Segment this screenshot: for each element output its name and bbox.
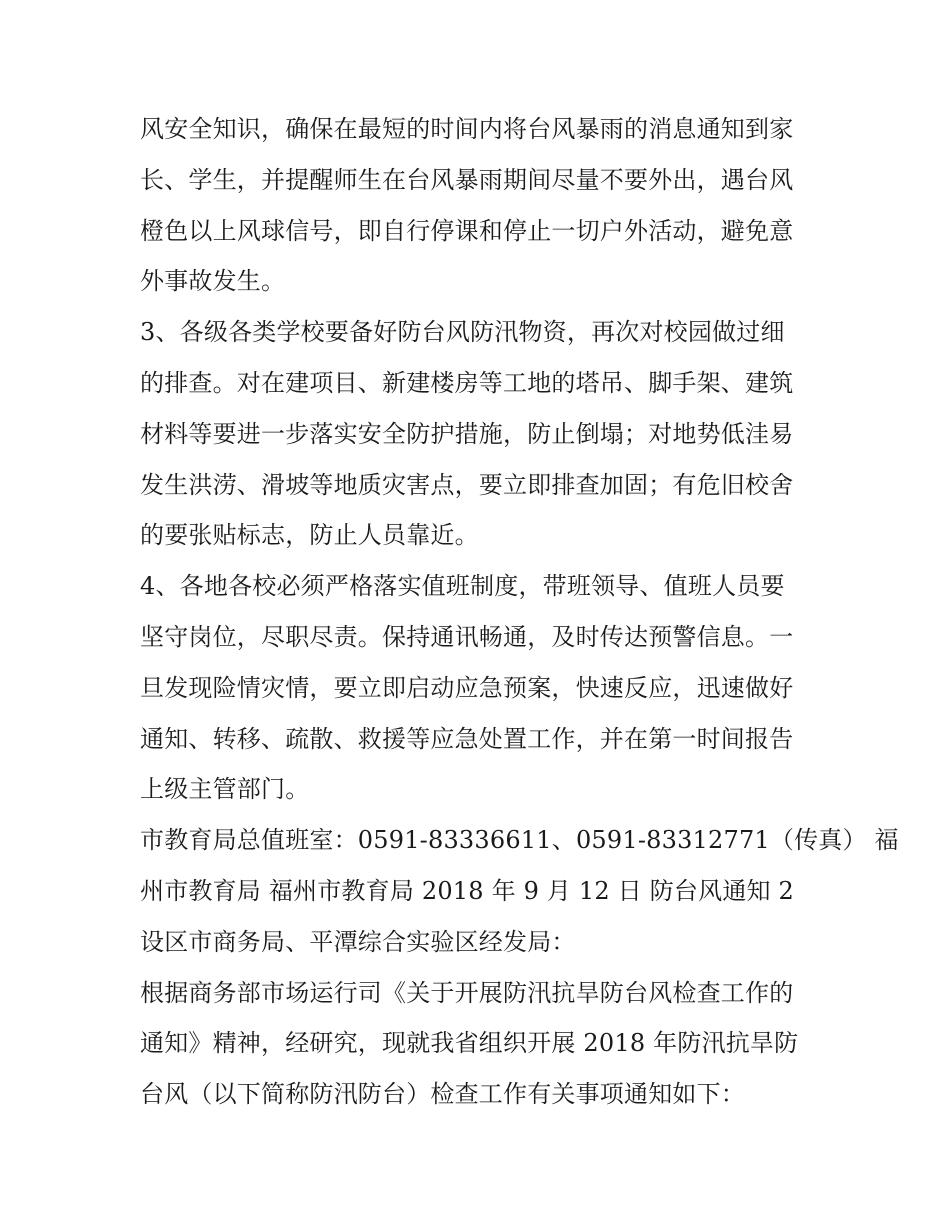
text-line-16: 州市教育局 福州市教育局 2018 年 9 月 12 日 防台风通知 2 — [140, 876, 795, 905]
text-line-5: 3、各级各类学校要备好防台风防汛物资，再次对校园做过细 — [140, 318, 785, 347]
text-line-18: 根据商务部市场运行司《关于开展防汛抗旱防台风检查工作的 — [140, 978, 794, 1007]
text-line-6: 的排查。对在建项目、新建楼房等工地的塔吊、脚手架、建筑 — [140, 368, 794, 397]
text-line-20: 台风（以下简称防汛防台）检查工作有关事项通知如下： — [140, 1080, 745, 1109]
text-line-9: 的要张贴标志，防止人员靠近。 — [140, 521, 479, 550]
document-body — [140, 104, 899, 1120]
text-line-7: 材料等要进一步落实安全防护措施，防止倒塌；对地势低洼易 — [140, 419, 794, 448]
text-line-19: 通知》精神，经研究，现就我省组织开展 2018 年防汛抗旱防 — [140, 1029, 799, 1058]
text-line-17: 设区市商务局、平潭综合实验区经发局： — [140, 927, 576, 956]
text-line-10: 4、各地各校必须严格落实值班制度，带班领导、值班人员要 — [140, 572, 785, 601]
text-line-8: 发生洪涝、滑坡等地质灾害点，要立即排查加固；有危旧校舍 — [140, 470, 794, 499]
text-line-12: 旦发现险情灾情，要立即启动应急预案，快速反应，迅速做好 — [140, 673, 794, 702]
text-line-3: 橙色以上风球信号，即自行停课和停止一切户外活动，避免意 — [140, 216, 794, 245]
text-line-11: 坚守岗位，尽职尽责。保持通讯畅通，及时传达预警信息。一 — [140, 622, 794, 651]
text-line-14: 上级主管部门。 — [140, 775, 310, 804]
text-line-13: 通知、转移、疏散、救援等应急处置工作，并在第一时间报告 — [140, 724, 794, 753]
text-line-2: 长、学生，并提醒师生在台风暴雨期间尽量不要外出，遇台风 — [140, 165, 794, 194]
text-line-1: 风安全知识，确保在最短的时间内将台风暴雨的消息通知到家 — [140, 115, 794, 143]
text-line-4: 外事故发生。 — [140, 267, 286, 296]
text-line-15: 市教育局总值班室：0591-83336611、0591-83312771（传真） 福 — [140, 826, 899, 855]
